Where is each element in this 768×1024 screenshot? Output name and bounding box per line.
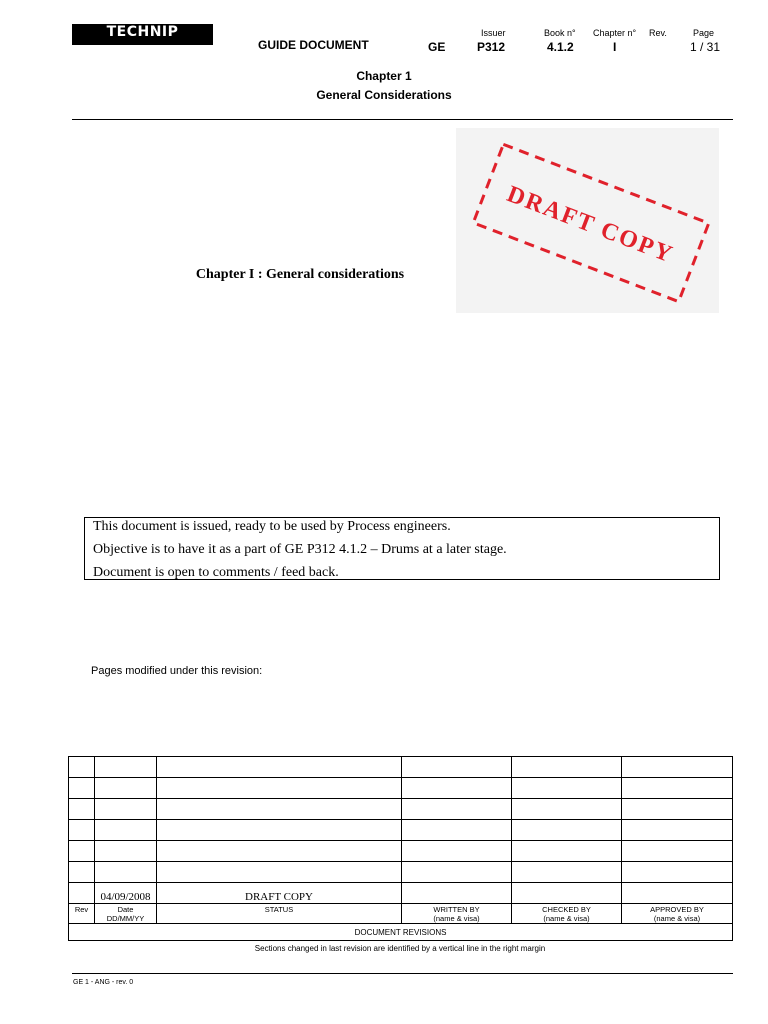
draft-stamp bbox=[456, 128, 719, 313]
status-column-label: STATUS bbox=[157, 904, 402, 924]
chapter-value: I bbox=[613, 40, 617, 54]
footer-divider bbox=[72, 973, 733, 974]
chapter-subtitle: General Considerations bbox=[316, 88, 452, 102]
issuer-value: GE bbox=[428, 40, 446, 54]
written-by-column-label: WRITTEN BY (name & visa) bbox=[402, 904, 512, 924]
revision-status: DRAFT COPY bbox=[157, 883, 402, 904]
table-row bbox=[69, 862, 733, 883]
main-title: Chapter I : General considerations bbox=[195, 267, 405, 282]
footer-code: GE 1 - ANG - rev. 0 bbox=[73, 979, 134, 986]
approved-by-column-label: APPROVED BY (name & visa) bbox=[622, 904, 733, 924]
chapter-label: Chapter n° bbox=[593, 28, 637, 38]
draft-stamp-text: DRAFT COPY bbox=[503, 181, 678, 269]
header-divider bbox=[72, 119, 733, 120]
table-caption: DOCUMENT REVISIONS bbox=[69, 924, 733, 941]
pages-modified-label: Pages modified under this revision: bbox=[91, 665, 263, 677]
chapter-number: Chapter 1 bbox=[356, 69, 412, 83]
revision-note: Sections changed in last revision are identified by a vertical line in the right margin bbox=[254, 944, 546, 953]
table-row bbox=[69, 883, 733, 904]
logo-underline bbox=[72, 44, 213, 45]
page-label: Page bbox=[693, 28, 715, 38]
table-row bbox=[69, 799, 733, 820]
table-row bbox=[69, 820, 733, 841]
revisions-table bbox=[68, 756, 733, 941]
table-row bbox=[69, 841, 733, 862]
notice-box bbox=[84, 517, 720, 580]
table-header-row bbox=[69, 904, 733, 924]
table-row bbox=[69, 757, 733, 778]
notice-line: This document is issued, ready to be used by Process engineers. bbox=[93, 519, 451, 534]
rev-column-label: Rev bbox=[69, 904, 95, 924]
company-logo: TECHNIP bbox=[72, 24, 213, 44]
rev-label: Rev. bbox=[649, 28, 667, 38]
book-label: Book n° bbox=[544, 28, 576, 38]
revision-date: 04/09/2008 bbox=[95, 883, 157, 904]
issuer-label: Issuer bbox=[481, 28, 506, 38]
checked-by-column-label: CHECKED BY (name & visa) bbox=[512, 904, 622, 924]
date-column-label: Date DD/MM/YY bbox=[95, 904, 157, 924]
table-row bbox=[69, 778, 733, 799]
book-value: 4.1.2 bbox=[547, 40, 574, 54]
notice-line: Document is open to comments / feed back. bbox=[93, 565, 339, 580]
page-number: 1 / 31 bbox=[690, 40, 721, 54]
notice-line: Objective is to have it as a part of GE P312 4.1.2 – Drums at a later stage. bbox=[93, 542, 507, 557]
document-type: GUIDE DOCUMENT bbox=[258, 38, 369, 52]
book-prefix-value: P312 bbox=[477, 40, 506, 54]
